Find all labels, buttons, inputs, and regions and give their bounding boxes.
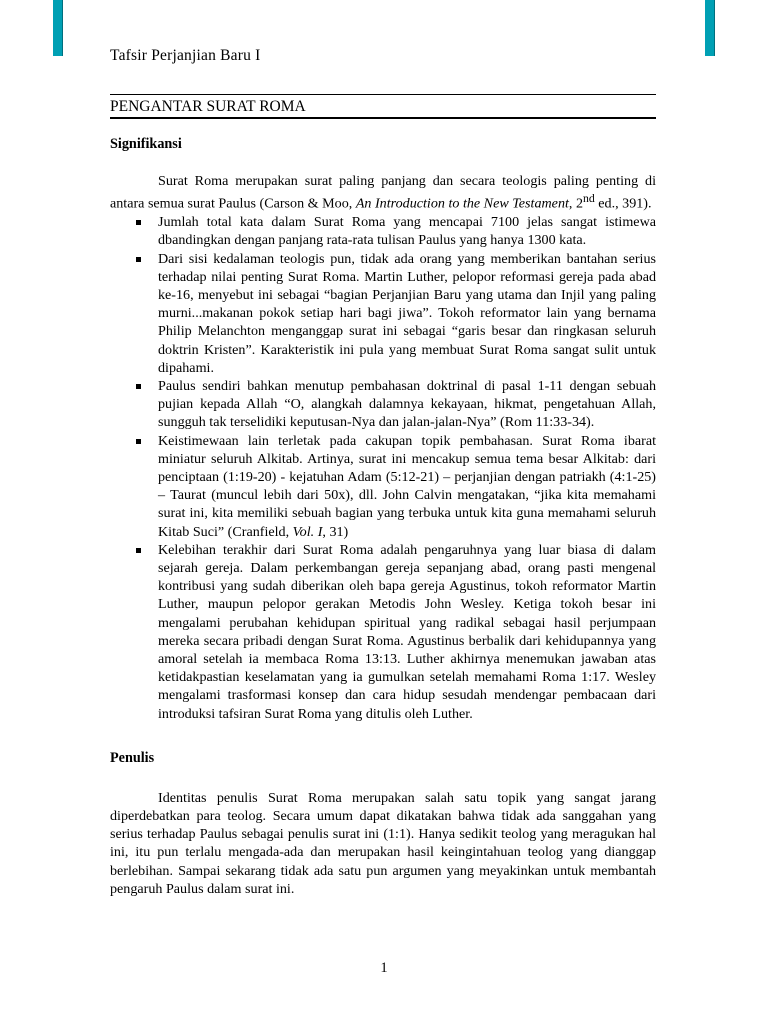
bullet-icon (136, 439, 141, 444)
list-item: Dari sisi kedalaman teologis pun, tidak ada orang yang memberikan bantahan serius terhadap nilai penting Surat Roma. Martin Luther, pelopor reformasi gereja pada abad ke-16, menyebut ini sebagai “bagian Perjanjian Baru yang utama dan Injil yang paling murni...makanan pokok setiap hari bagi jiwa”. Tokoh reformator lain yang bernama Philip Melanchton menganggap surat ini sebagai “garis besar dan ringkasan seluruh doktrin Kristen”. Karakteristik ini pula yang membuat Surat Roma sangat sulit untuk dipahami. (110, 250, 656, 377)
running-header: Tafsir Perjanjian Baru I (110, 47, 261, 64)
section-heading-signifikansi: Signifikansi (110, 136, 182, 152)
top-rule (110, 94, 656, 95)
list-item: Keistimewaan lain terletak pada cakupan topik pembahasan. Surat Roma ibarat miniatur seluruh Alkitab. Artinya, surat ini mencakup semua tema besar Alkitab: dari penciptaan (1:19-20) - kejatuhan Adam (5:12-21) – perjanjian dengan patriakh (4:1-25) – Taurat (muncul lebih dari 50x), dll. John Calvin mengatakan, “jika kita memahami surat ini, kita memiliki sebuah bagian yang terbuka untuk kita guna memahami seluruh Kitab Suci” (Cranfield, Vol. I, 31) (110, 432, 656, 541)
bottom-rule (110, 117, 656, 119)
bullet-icon (136, 548, 141, 553)
list-item: Paulus sendiri bahkan menutup pembahasan doktrinal di pasal 1-11 dengan sebuah pujian kepada Allah “O, alangkah dalamnya kekayaan, hikmat, pengetahuan Allah, sungguh tak terselidiki keputusan-Nya dan jalan-jalan-Nya” (Rom 11:33-34). (110, 377, 656, 432)
section-heading-penulis: Penulis (110, 749, 155, 766)
bullet-icon (136, 257, 141, 262)
page-number: 1 (380, 960, 388, 976)
intro-paragraph: Surat Roma merupakan surat paling panjang dan secara teologis paling penting di antara semua surat Paulus (Carson & Moo, An Introduction to the New Testament, 2nd ed., 391). (110, 173, 656, 212)
author-paragraph: Identitas penulis Surat Roma merupakan salah satu topik yang sangat jarang diperdebatkan para teolog. Secara umum dapat dikatakan bahwa tidak ada sanggahan yang serius terhadap Paulus sebagai penulis surat ini (1:1). Hanya sedikit teolog yang meragukan hal ini, itu pun terlalu mengada-ada dan merupakan hasil keingintahuan teolog yang dianggap berlebihan. Sampai sekarang tidak ada satu pun argumen yang meyakinkan untuk membantah pengaruh Paulus dalam surat ini. (110, 789, 656, 897)
right-edge-bar (705, 0, 715, 56)
chapter-title: PENGANTAR SURAT ROMA (110, 98, 306, 115)
left-edge-bar (53, 0, 63, 56)
book-title: An Introduction to the New Testament (355, 195, 569, 212)
significance-list (110, 213, 656, 723)
list-item: Jumlah total kata dalam Surat Roma yang mencapai 7100 jelas sangat istimewa dbandingkan dengan panjang rata-rata tulisan Paulus yang hanya 1300 kata. (110, 213, 656, 249)
bullet-icon (136, 220, 141, 225)
list-item: Kelebihan terakhir dari Surat Roma adalah pengaruhnya yang luar biasa di dalam sejarah gereja. Dalam perkembangan gereja sepanjang abad, orang pasti mengenal kontribusi yang sudah diberikan oleh bapa gereja Agustinus, tokoh reformator Martin Luther, maupun pelopor gerakan Metodis John Wesley. Ketiga tokoh besar ini mengalami perubahan kehidupan spiritual yang radikal sebagai hasil perjumpaan mereka secara pribadi dengan Surat Roma. Agustinus berbalik dari kehidupannya yang amoral setelah ia membaca Roma 13:13. Luther akhirnya menemukan jawaban atas ketidakpastian keselamatan yang ia gumulkan setelah memahami Roma 1:17. Wesley mengalami trasformasi konsep dan cara hidup sesudah mendengar pembacaan dari introduksi tafsiran Surat Roma yang ditulis oleh Luther. (110, 541, 656, 723)
document-body (110, 134, 656, 898)
bullet-icon (136, 384, 141, 389)
